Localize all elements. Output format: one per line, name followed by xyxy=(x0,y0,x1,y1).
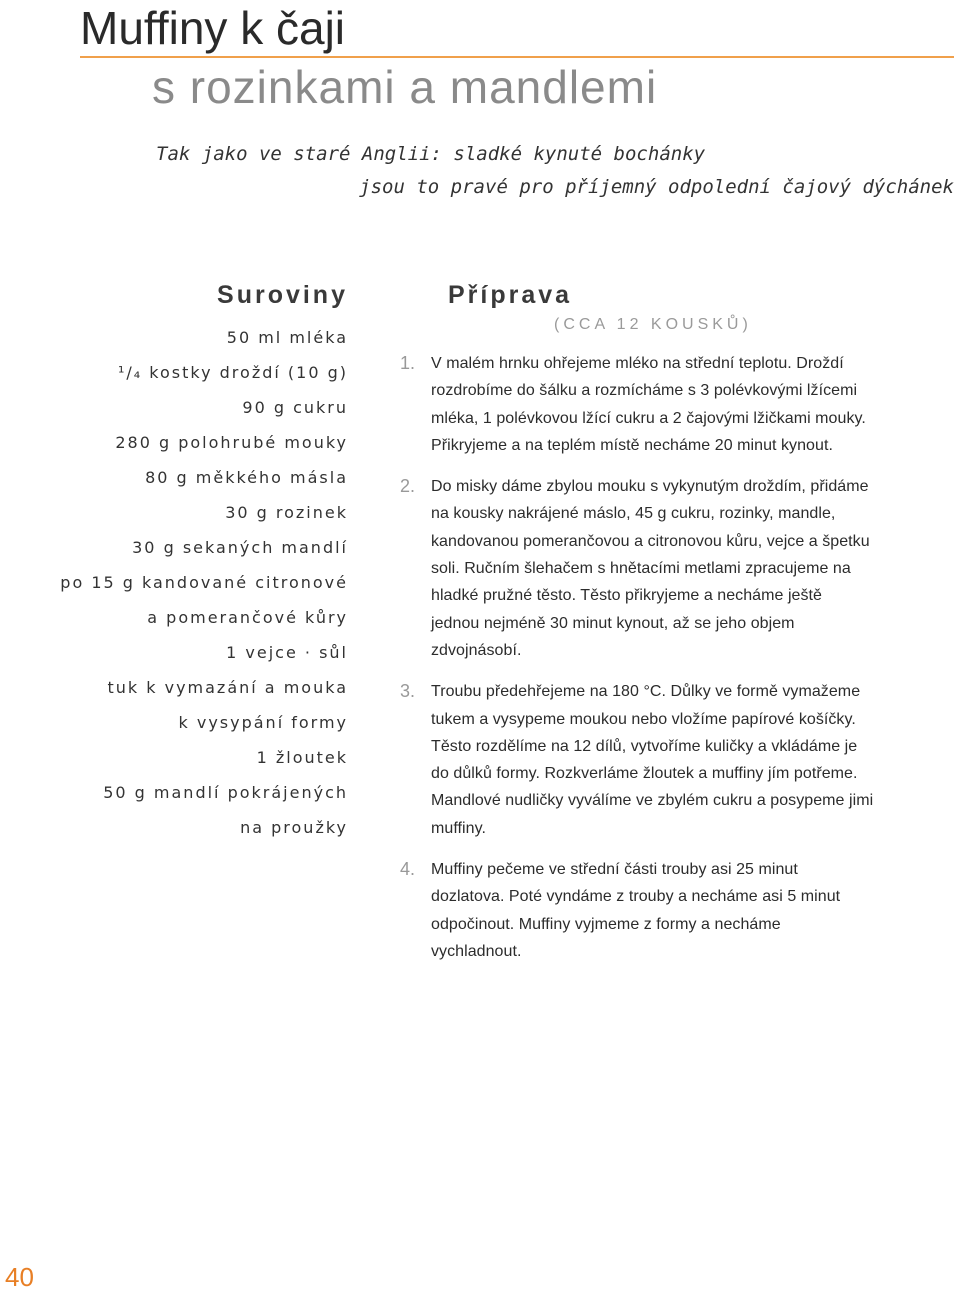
step-line: jednou nejméně 30 minut kynout, až se jeho objem xyxy=(431,614,795,632)
recipe-title: Muffiny k čaji xyxy=(80,2,346,54)
step-number: 3. xyxy=(400,681,416,702)
recipe-subtitle: s rozinkami a mandlemi xyxy=(152,61,658,113)
step-line: kandovanou pomerančovou a citronovou kůru, vejce a špetku xyxy=(431,532,870,550)
title-divider xyxy=(80,56,954,58)
ingredient-item: tuk k vymazání a mouka xyxy=(107,678,348,697)
ingredient-item: 30 g rozinek xyxy=(225,503,348,522)
page-number: 40 xyxy=(5,1262,34,1292)
step-line: Troubu předehřejeme na 180 °C. Důlky ve formě vymažeme xyxy=(431,683,861,701)
step-text xyxy=(431,473,953,664)
step-number: 1. xyxy=(400,353,416,373)
step-line: do důlků formy. Rozkverláme žloutek a muffiny jím potřeme. xyxy=(431,765,858,783)
ingredient-item: a pomerančové kůry xyxy=(147,608,348,627)
step-line: zdvojnásobí. xyxy=(431,641,522,659)
step-line: na kousky nakrájené máslo, 45 g cukru, rozinky, mandle, xyxy=(431,505,836,523)
step-line: Do misky dáme zbylou mouku s vykynutým droždím, přidáme xyxy=(431,478,869,496)
step-line: Mandlové nudličky vyválíme ve zbylém cukru a posypeme jimi xyxy=(431,792,874,810)
ingredient-item: 30 g sekaných mandlí xyxy=(132,538,348,557)
step-line: tukem a vysypeme moukou nebo vložíme papírové košíčky. xyxy=(431,710,856,728)
method-section xyxy=(400,278,960,979)
ingredient-item: na proužky xyxy=(240,818,348,837)
step-line: vychladnout. xyxy=(431,942,522,960)
step-line: Muffiny pečeme ve střední části trouby asi 25 minut xyxy=(431,861,798,879)
step-line: Přikryjeme a na teplém místě necháme 20 minut kynout. xyxy=(431,436,833,454)
ingredient-item: 80 g měkkého másla xyxy=(145,468,348,487)
ingredients-list xyxy=(28,320,348,845)
ingredient-item: po 15 g kandované citronové xyxy=(60,573,348,592)
step-line: muffiny. xyxy=(431,819,486,837)
ingredients-section xyxy=(28,278,348,845)
method-step xyxy=(400,350,960,459)
step-line: Těsto rozdělíme na 12 dílů, vytvoříme kuličky a vkládáme je xyxy=(431,737,858,755)
step-number: 2. xyxy=(400,476,416,497)
ingredient-item: 280 g polohrubé mouky xyxy=(115,433,348,452)
ingredients-heading: Suroviny xyxy=(217,281,348,309)
step-line: rozdrobíme do šálku a rozmícháme s 3 polévkovými lžícemi xyxy=(431,382,858,400)
step-text xyxy=(431,350,953,459)
method-heading: Příprava xyxy=(448,281,573,309)
ingredient-item: ¹/₄ kostky droždí (10 g) xyxy=(118,363,348,382)
step-line: hladké pružné těsto. Těsto přikryjeme a necháme ještě xyxy=(431,587,823,605)
step-line: mléka, 1 polévkovou lžící cukru a 2 čajovými lžičkami mouky. xyxy=(431,409,866,427)
yield-note: (CCA 12 KOUSKŮ) xyxy=(554,316,752,333)
ingredient-item: k vysypání formy xyxy=(178,713,348,732)
step-text xyxy=(431,678,953,842)
method-step xyxy=(400,678,960,842)
step-number: 4. xyxy=(400,859,416,880)
step-text xyxy=(431,856,953,965)
step-line: dozlatova. Poté vyndáme z trouby a necháme asi 5 minut xyxy=(431,888,841,906)
ingredient-item: 50 g mandlí pokrájených xyxy=(103,783,348,802)
ingredient-item: 50 ml mléka xyxy=(226,328,348,347)
ingredient-item: 1 žloutek xyxy=(256,748,348,767)
method-step xyxy=(400,473,960,664)
ingredient-item: 1 vejce · sůl xyxy=(226,643,348,662)
step-line: V malém hrnku ohřejeme mléko na střední teplotu. Droždí xyxy=(431,355,844,372)
step-line: odpočinout. Muffiny vyjmeme z formy a necháme xyxy=(431,915,781,933)
intro-line-2: jsou to pravé pro příjemný odpolední čajový dýchánek xyxy=(359,176,954,198)
method-step xyxy=(400,856,960,965)
ingredient-item: 90 g cukru xyxy=(242,398,348,417)
intro-line-1: Tak jako ve staré Anglii: sladké kynuté bochánky xyxy=(156,143,706,165)
step-line: soli. Ručním šlehačem s hnětacími metlami zpracujeme na xyxy=(431,560,851,578)
